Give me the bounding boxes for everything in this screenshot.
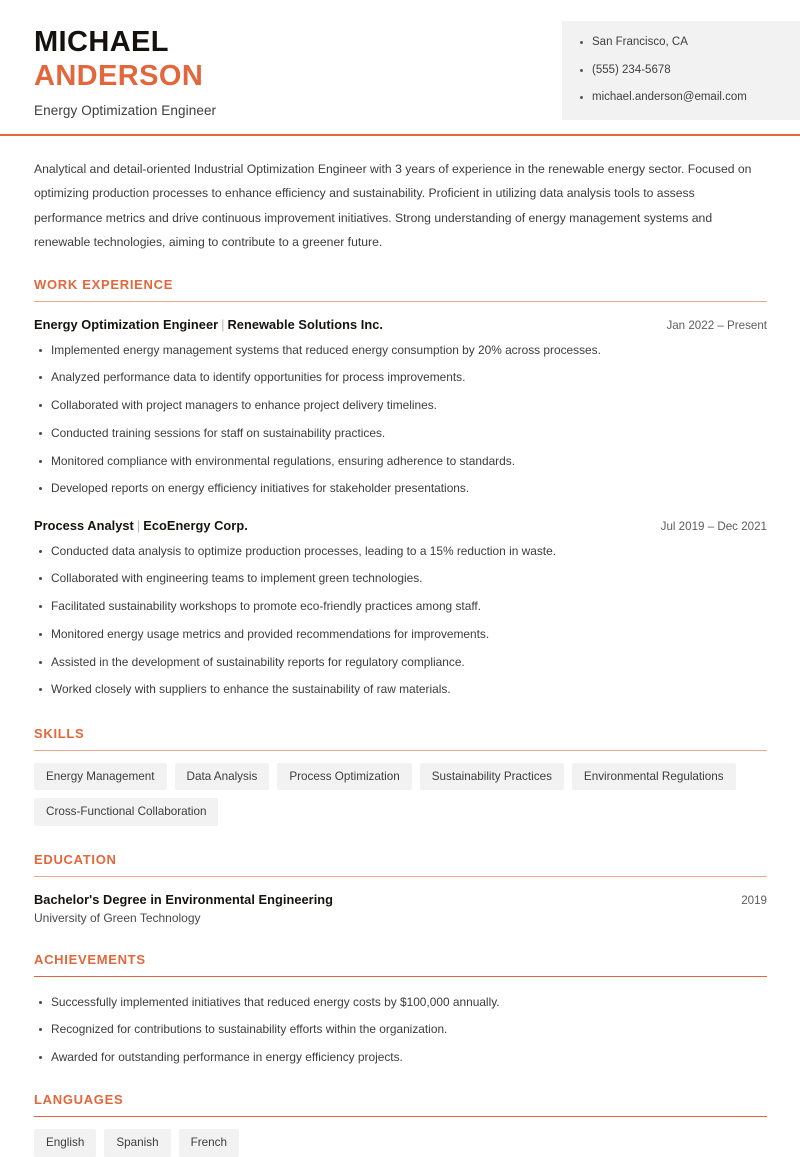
section-divider <box>34 1116 767 1117</box>
language-chip: English <box>34 1129 96 1156</box>
section-title-skills: SKILLS <box>34 725 85 741</box>
experience-date-range: Jul 2019 – Dec 2021 <box>660 519 767 533</box>
title-separator: | <box>136 517 141 533</box>
language-chip: French <box>179 1129 239 1156</box>
list-item: Facilitated sustainability workshops to promote eco-friendly practices among staff. <box>34 598 767 615</box>
headline-job-title: Energy Optimization Engineer <box>34 102 217 118</box>
skill-chip: Process Optimization <box>277 763 411 790</box>
section-divider <box>34 750 767 751</box>
experience-bullet-list <box>34 342 767 498</box>
experience-title <box>34 518 248 533</box>
contact-info-box <box>562 21 800 120</box>
list-item: Recognized for contributions to sustainability efforts within the organization. <box>34 1021 767 1038</box>
skills-chip-group <box>34 763 767 826</box>
education-date: 2019 <box>741 893 767 907</box>
list-item: Successfully implemented initiatives that reduced energy costs by $100,000 annually. <box>34 994 767 1011</box>
section-title-achievements: ACHIEVEMENTS <box>34 951 146 967</box>
skill-chip: Cross-Functional Collaboration <box>34 798 218 825</box>
contact-list <box>580 35 800 106</box>
experience-role: Energy Optimization Engineer <box>34 316 219 332</box>
section-divider <box>34 976 767 977</box>
contact-location: San Francisco, CA <box>580 35 800 51</box>
section-divider <box>34 876 767 877</box>
list-item: Awarded for outstanding performance in energy efficiency projects. <box>34 1049 767 1066</box>
list-item: Collaborated with engineering teams to implement green technologies. <box>34 570 767 587</box>
contact-email[interactable]: michael.anderson@email.com <box>580 90 800 106</box>
experience-title <box>34 317 383 332</box>
skill-chip: Energy Management <box>34 763 167 790</box>
achievements-list <box>34 994 767 1067</box>
experience-entry <box>34 518 767 699</box>
list-item: Conducted training sessions for staff on sustainability practices. <box>34 425 767 442</box>
skill-chip: Sustainability Practices <box>420 763 564 790</box>
education-school: University of Green Technology <box>34 910 201 925</box>
experience-company: EcoEnergy Corp. <box>143 517 248 533</box>
language-chip: Spanish <box>104 1129 170 1156</box>
section-title-work-experience: WORK EXPERIENCE <box>34 276 174 292</box>
experience-entry-header <box>34 317 767 332</box>
section-work-experience <box>34 277 767 699</box>
list-item: Developed reports on energy efficiency initiatives for stakeholder presentations. <box>34 480 767 497</box>
header-identity <box>0 0 562 118</box>
contact-phone[interactable]: (555) 234-5678 <box>580 63 800 79</box>
experience-entry <box>34 317 767 498</box>
section-divider <box>34 301 767 302</box>
section-achievements <box>34 952 767 1067</box>
education-entry-header <box>34 892 767 907</box>
resume-body <box>0 136 800 1157</box>
list-item: Worked closely with suppliers to enhance the sustainability of raw materials. <box>34 681 767 698</box>
list-item: Analyzed performance data to identify opportunities for process improvements. <box>34 369 767 386</box>
section-skills <box>34 726 767 826</box>
professional-summary: Analytical and detail-oriented Industrial Optimization Engineer with 3 years of experience in the renewable energy sector. Focused on optimizing production processes to enhance efficiency and sustainability. Proficient in utilizing data analysis tools to assess performance metrics and drive continuous improvement initiatives. Strong understanding of energy management systems and renewable technologies, aiming to contribute to a greener future. <box>34 162 752 250</box>
education-degree: Bachelor's Degree in Environmental Engineering <box>34 891 334 907</box>
section-languages <box>34 1092 767 1156</box>
title-separator: | <box>221 316 225 332</box>
list-item: Conducted data analysis to optimize production processes, leading to a 15% reduction in waste. <box>34 543 767 560</box>
education-entry <box>34 892 767 925</box>
last-name: ANDERSON <box>34 59 204 92</box>
list-item: Implemented energy management systems that reduced energy consumption by 20% across processes. <box>34 342 767 359</box>
experience-role: Process Analyst <box>34 517 134 533</box>
languages-chip-group <box>34 1129 767 1156</box>
experience-bullet-list <box>34 543 767 699</box>
experience-entry-header <box>34 518 767 533</box>
list-item: Monitored energy usage metrics and provided recommendations for improvements. <box>34 626 767 643</box>
experience-date-range: Jan 2022 – Present <box>666 318 767 332</box>
resume-header <box>0 0 800 136</box>
section-title-languages: LANGUAGES <box>34 1092 124 1108</box>
skill-chip: Data Analysis <box>175 763 270 790</box>
list-item: Monitored compliance with environmental regulations, ensuring adherence to standards. <box>34 453 767 470</box>
section-title-education: EDUCATION <box>34 851 117 867</box>
first-name: MICHAEL <box>34 26 169 58</box>
skill-chip: Environmental Regulations <box>572 763 736 790</box>
experience-company: Renewable Solutions Inc. <box>227 316 384 332</box>
list-item: Collaborated with project managers to enhance project delivery timelines. <box>34 397 767 414</box>
section-education <box>34 852 767 925</box>
list-item: Assisted in the development of sustainability reports for regulatory compliance. <box>34 654 767 671</box>
